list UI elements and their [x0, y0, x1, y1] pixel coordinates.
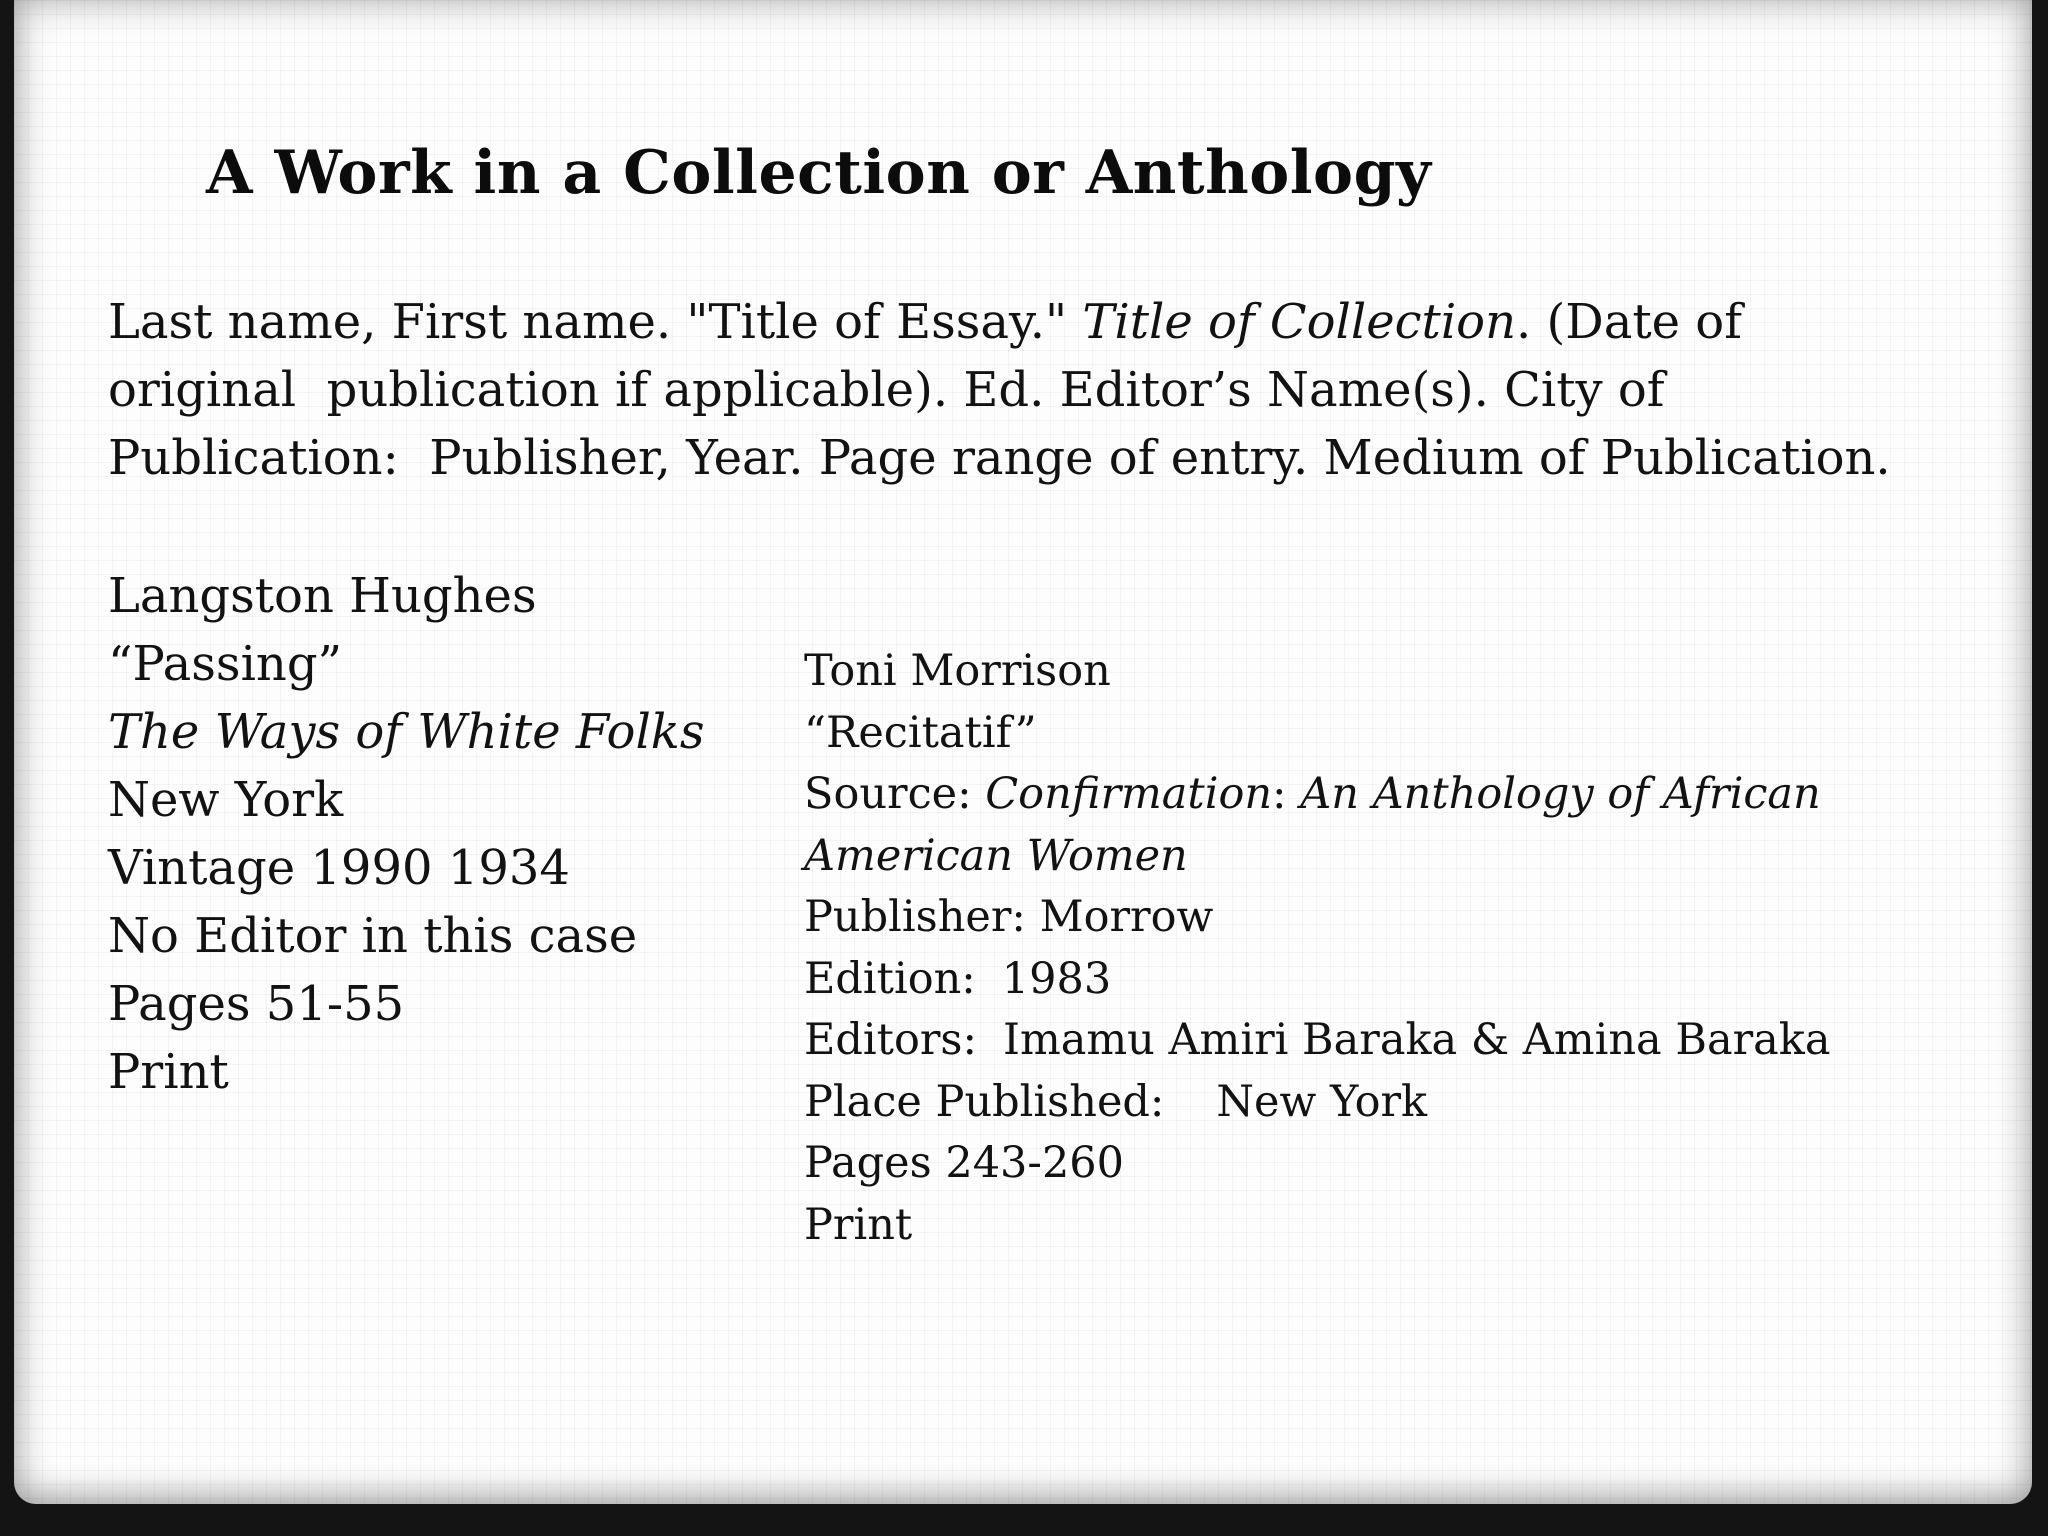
hughes-collection: The Ways of White Folks: [108, 704, 705, 760]
example-morrison: [804, 641, 1830, 1256]
morrison-source-label: Source:: [804, 769, 986, 819]
format-line-1-start: Last name, First name. "Title of Essay.": [108, 294, 1083, 350]
slide-title: A Work in a Collection or Anthology: [206, 138, 1432, 208]
morrison-place-label: Place Published:: [804, 1076, 1165, 1127]
morrison-editors-label: Editors:: [804, 1015, 977, 1065]
morrison-source-colon: :: [1272, 769, 1301, 819]
hughes-medium: Print: [108, 1044, 229, 1100]
hughes-essay-title: “Passing”: [108, 636, 343, 692]
morrison-author: Toni Morrison: [804, 646, 1111, 696]
morrison-edition-label: Edition:: [804, 953, 976, 1004]
morrison-edition: [804, 949, 1830, 1011]
morrison-essay-title: “Recitatif”: [804, 707, 1037, 758]
morrison-editors-value: Imamu Amiri Baraka & Amina Baraka: [1002, 1015, 1831, 1065]
hughes-city: New York: [108, 772, 344, 828]
format-line-2: original publication if applicable). Ed. Editor’s Name(s). City of: [108, 362, 1665, 418]
morrison-pages: Pages 243-260: [804, 1138, 1125, 1188]
hughes-pages: Pages 51-55: [108, 976, 405, 1032]
morrison-editors: [804, 1010, 1830, 1072]
hughes-editor: No Editor in this case: [108, 908, 638, 964]
morrison-source: [804, 764, 1830, 826]
morrison-place-value: New York: [1216, 1076, 1428, 1127]
morrison-source-title: Confirmation: [985, 769, 1273, 819]
morrison-source-subtitle-cont: American Women: [804, 830, 1188, 881]
morrison-publisher: Publisher: Morrow: [804, 892, 1214, 942]
format-line-3: Publication: Publisher, Year. Page range of entry. Medium of Publication.: [108, 430, 1891, 486]
format-line-1: [108, 288, 1938, 356]
morrison-medium: Print: [804, 1199, 913, 1250]
example-hughes: [108, 562, 705, 1106]
format-line-1-end: . (Date of: [1516, 294, 1742, 350]
hughes-author: Langston Hughes: [108, 568, 537, 624]
slide: [14, 0, 2032, 1504]
hughes-publisher-years: Vintage 1990 1934: [108, 840, 570, 896]
citation-format: [108, 288, 1938, 492]
format-collection-title: Title of Collection: [1082, 294, 1516, 350]
morrison-source-subtitle: An Anthology of African: [1300, 769, 1821, 819]
morrison-place: [804, 1072, 1830, 1134]
morrison-edition-value: 1983: [1001, 953, 1112, 1004]
